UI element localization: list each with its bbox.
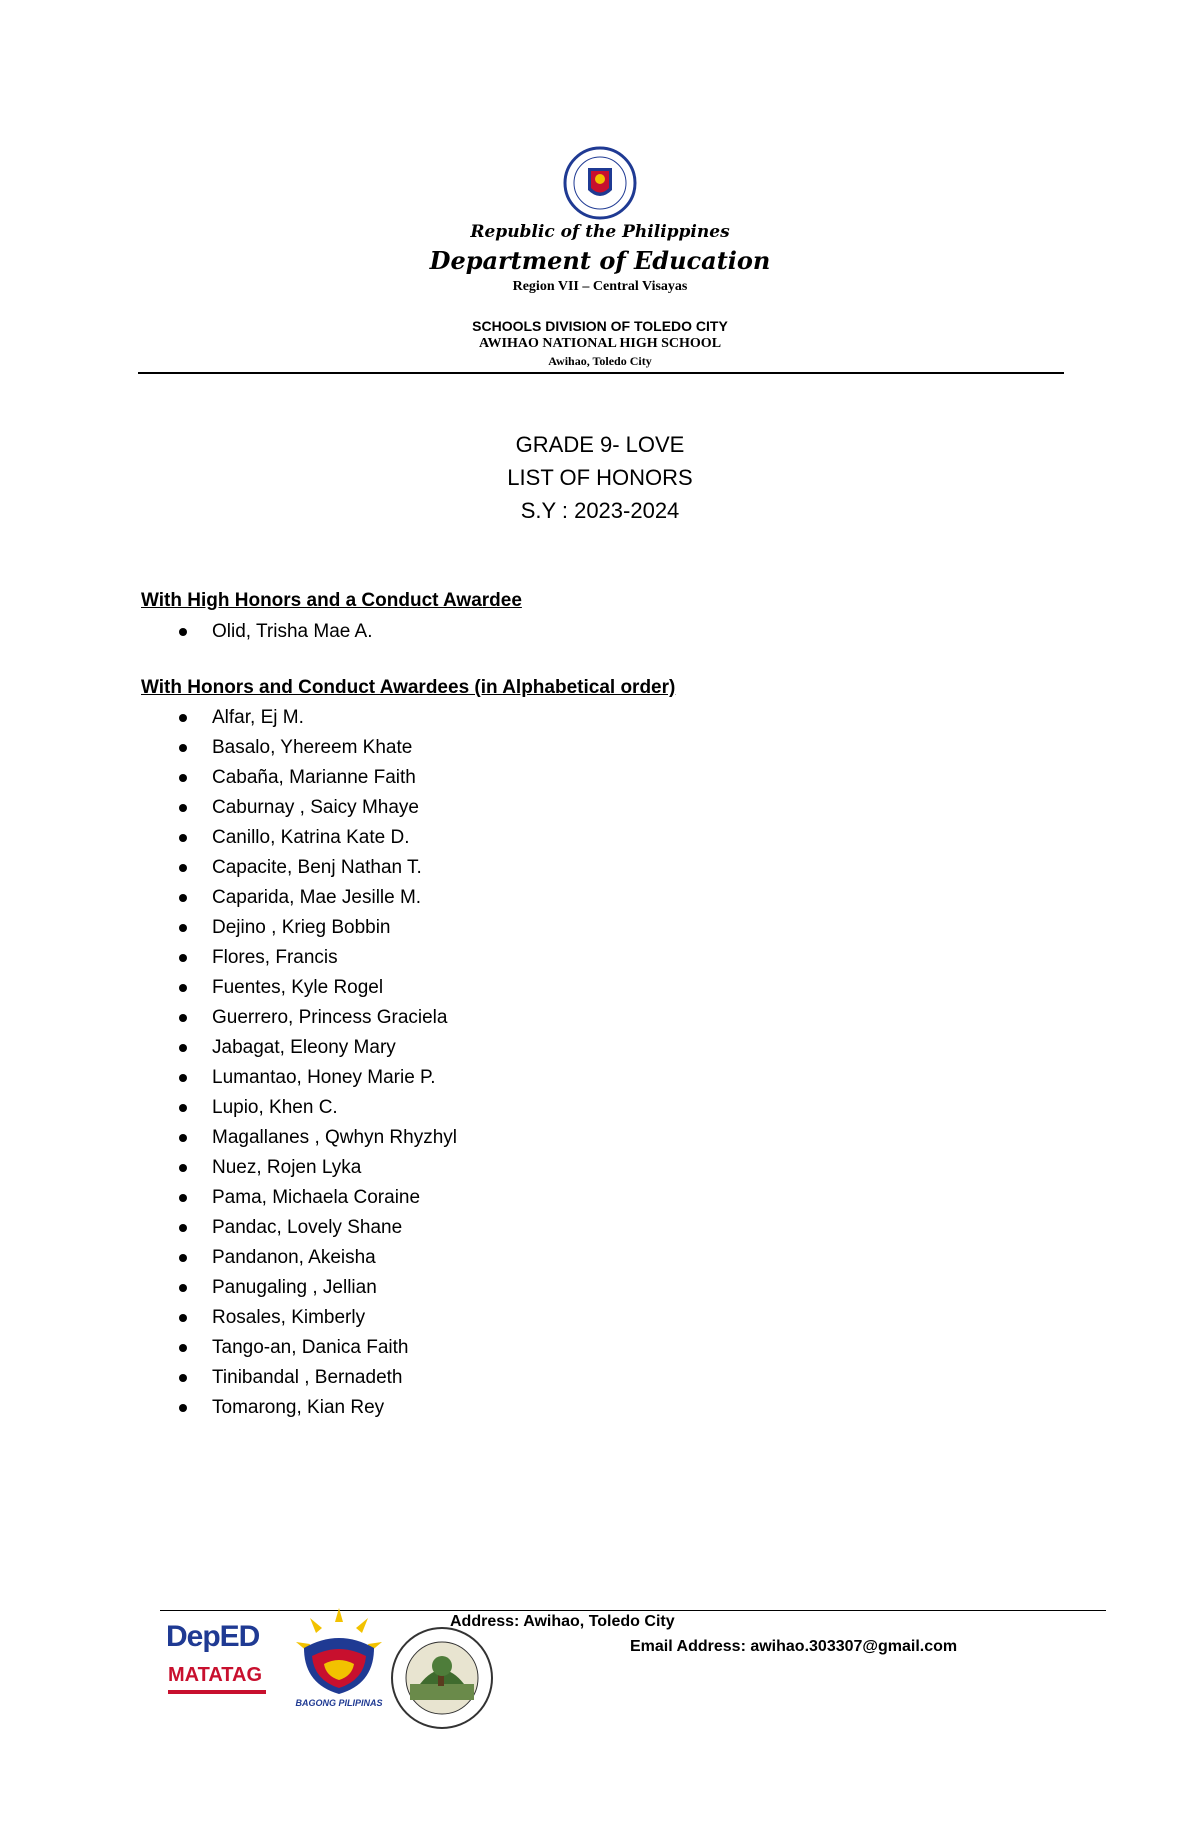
list-item: Caburnay , Saicy Mhaye xyxy=(176,793,457,823)
header-divider xyxy=(138,372,1064,374)
list-item: Panugaling , Jellian xyxy=(176,1273,457,1303)
school-location: Awihao, Toledo City xyxy=(548,354,652,368)
footer-address: Address: Awihao, Toledo City xyxy=(450,1613,675,1630)
school-name: AWIHAO NATIONAL HIGH SCHOOL xyxy=(478,336,722,351)
list-item: Dejino , Krieg Bobbin xyxy=(176,913,457,943)
division-line: SCHOOLS DIVISION OF TOLEDO CITY xyxy=(472,318,728,334)
list-item: Cabaña, Marianne Faith xyxy=(176,763,457,793)
list-item: Caparida, Mae Jesille M. xyxy=(176,883,457,913)
list-item: Rosales, Kimberly xyxy=(176,1303,457,1333)
bagong-pilipinas-icon xyxy=(290,1606,388,1698)
school-seal-icon xyxy=(390,1626,494,1730)
list-item: Pama, Michaela Coraine xyxy=(176,1183,457,1213)
list-item: Nuez, Rojen Lyka xyxy=(176,1153,457,1183)
section-heading-high-honors: With High Honors and a Conduct Awardee xyxy=(141,590,522,611)
list-item: Tomarong, Kian Rey xyxy=(176,1393,457,1423)
list-item: Tinibandal , Bernadeth xyxy=(176,1363,457,1393)
title-line-2: LIST OF HONORS xyxy=(507,465,693,490)
list-item: Pandanon, Akeisha xyxy=(176,1243,457,1273)
list-item: Magallanes , Qwhyn Rhyzhyl xyxy=(176,1123,457,1153)
list-item: Basalo, Yhereem Khate xyxy=(176,733,457,763)
list-item: Capacite, Benj Nathan T. xyxy=(176,853,457,883)
deped-logo-text: DepED xyxy=(166,1620,260,1653)
list-item: Pandac, Lovely Shane xyxy=(176,1213,457,1243)
list-item: Lupio, Khen C. xyxy=(176,1093,457,1123)
matatag-logo-text: MATATAG xyxy=(168,1664,263,1686)
republic-line: Republic of the Philippines xyxy=(470,222,730,242)
title-line-1: GRADE 9- LOVE xyxy=(515,432,685,457)
department-line: Department of Education xyxy=(429,246,771,275)
list-item: Lumantao, Honey Marie P. xyxy=(176,1063,457,1093)
section-heading-honors: With Honors and Conduct Awardees (in Alphabetical order) xyxy=(141,677,676,698)
deped-seal-icon xyxy=(563,146,637,220)
title-line-3: S.Y : 2023-2024 xyxy=(520,498,680,523)
list-item: Olid, Trisha Mae A. xyxy=(176,617,373,647)
list-item: Flores, Francis xyxy=(176,943,457,973)
list-item: Alfar, Ej M. xyxy=(176,703,457,733)
list-item: Tango-an, Danica Faith xyxy=(176,1333,457,1363)
list-item: Canillo, Katrina Kate D. xyxy=(176,823,457,853)
honors-list xyxy=(176,703,457,1423)
region-line: Region VII – Central Visayas xyxy=(512,279,688,294)
footer-email: Email Address: awihao.303307@gmail.com xyxy=(630,1638,958,1655)
bagong-pilipinas-text: BAGONG PILIPINAS xyxy=(295,1698,383,1708)
matatag-underline xyxy=(168,1690,266,1694)
list-item: Fuentes, Kyle Rogel xyxy=(176,973,457,1003)
bagong-pilipinas-logo xyxy=(290,1606,388,1714)
list-item: Jabagat, Eleony Mary xyxy=(176,1033,457,1063)
document-title xyxy=(0,428,1200,527)
list-item: Guerrero, Princess Graciela xyxy=(176,1003,457,1033)
high-honors-list xyxy=(176,617,373,647)
deped-matatag-logo xyxy=(166,1620,270,1710)
